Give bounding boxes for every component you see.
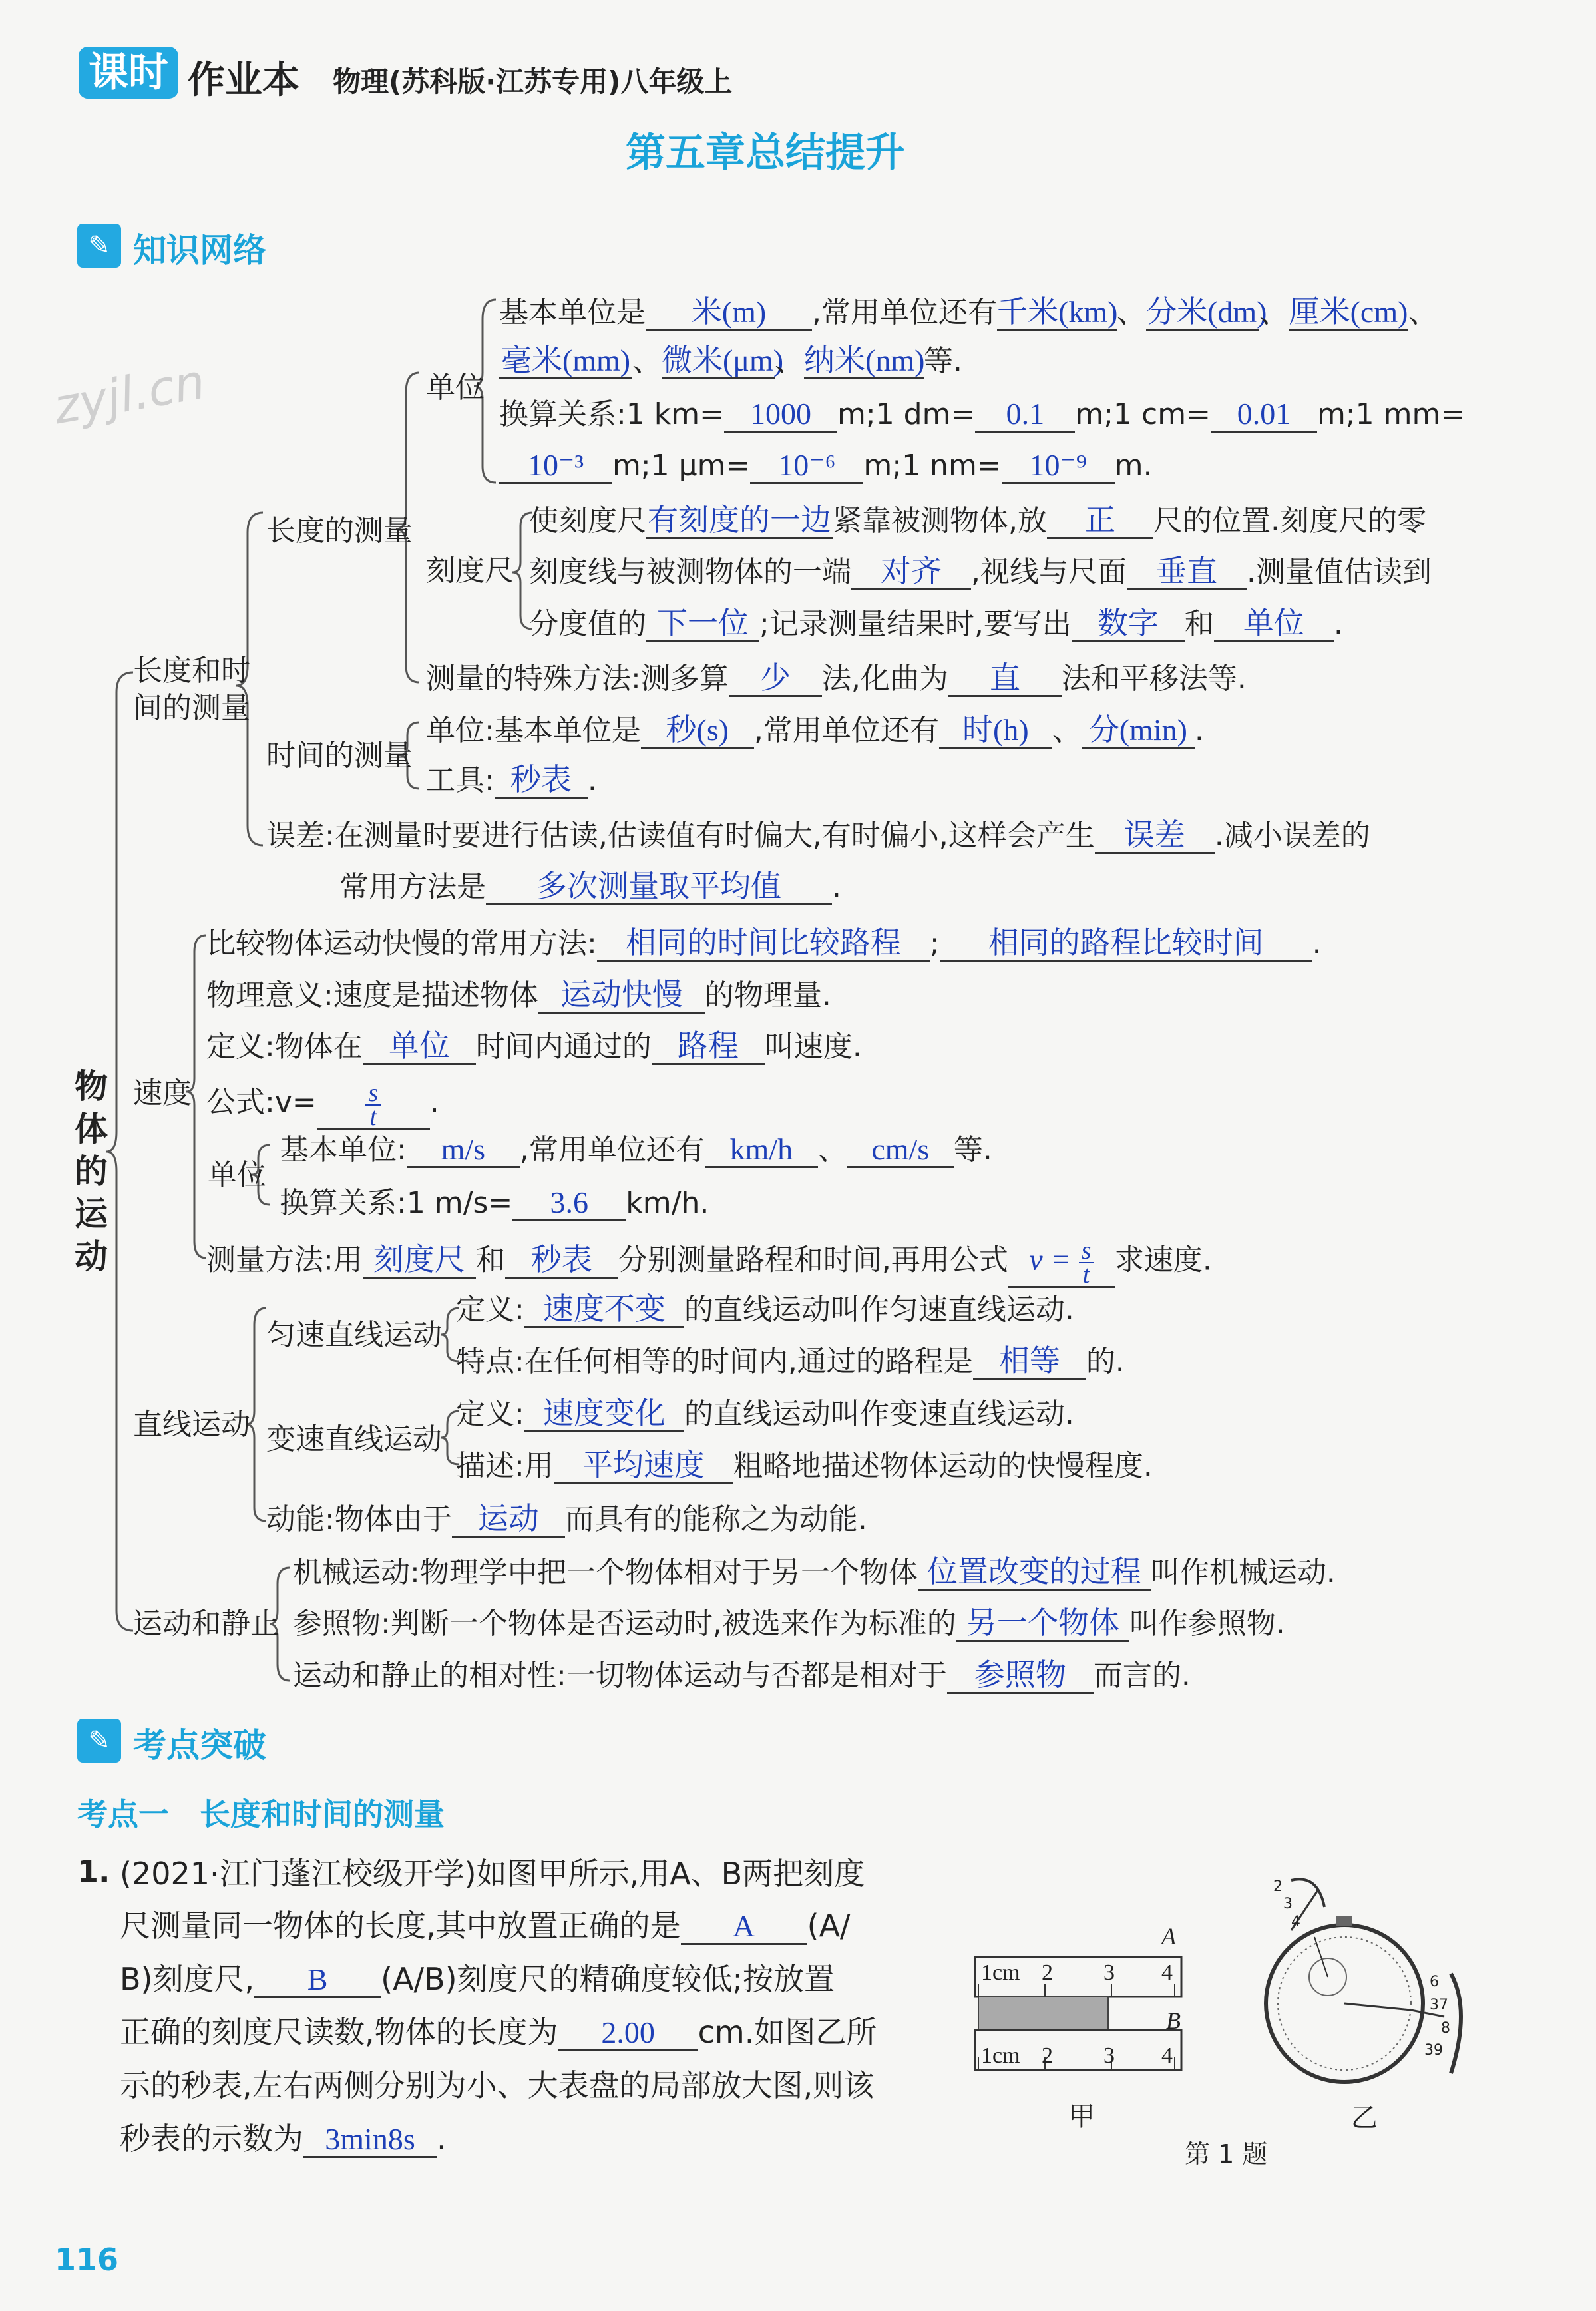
q1-line-1: (2021·江门蓬江校级开学)如图甲所示,用A、B两把刻度: [120, 1856, 865, 1892]
big-dial-digit-6: 6: [1430, 1974, 1439, 1990]
page-number: 116: [55, 2242, 119, 2278]
answer-blank: 单位: [1214, 607, 1334, 642]
small-dial-digit-4: 4: [1291, 1914, 1300, 1930]
answer-blank: 秒表: [495, 763, 588, 799]
big-dial-digit-8: 8: [1441, 2020, 1450, 2037]
small-dial-zoom: [1291, 1879, 1324, 1907]
speed-unit-line-1: 基本单位: m/s ,常用单位还有 km/h 、 cm/s 等.: [280, 1132, 992, 1167]
answer-blank: 下一位: [646, 607, 759, 642]
ruler-b-tick-4: 4: [1161, 2043, 1173, 2068]
answer-blank: 垂直: [1127, 555, 1247, 590]
answer-blank: 千米(km): [997, 296, 1117, 331]
answer-blank: 平均速度: [554, 1449, 733, 1484]
big-dial-digit-39: 39: [1424, 2042, 1443, 2059]
answer-blank: 10⁻⁹: [1002, 449, 1115, 484]
label-speed: 速度: [133, 1076, 192, 1110]
ruler-a-tick-4: 4: [1161, 1960, 1173, 1985]
ruler-b-tick-3: 3: [1103, 2043, 1115, 2068]
ruler-a-tick-3: 3: [1103, 1960, 1115, 1985]
speed-line-2: 物理意义:速度是描述物体 运动快慢 的物理量.: [206, 978, 831, 1012]
label-unit: 单位: [426, 371, 485, 405]
figure-caption: 第 1 题: [1185, 2139, 1268, 2169]
answer-blank: 3min8s: [303, 2123, 437, 2158]
answer-blank: 厘米(cm): [1289, 296, 1408, 331]
ruler-a-label: A: [1161, 1923, 1176, 1950]
answer-blank: 对齐: [851, 555, 971, 590]
watermark: zyjl.cn: [49, 353, 210, 435]
answer-blank: 3.6: [512, 1186, 626, 1221]
label-yi: 乙: [1351, 2103, 1378, 2133]
answer-blank: 微米(μm): [662, 344, 775, 379]
label-length-time: 长度和时间的测量: [133, 654, 250, 725]
big-dial-zoom: [1451, 1974, 1461, 2073]
page-title: 第五章总结提升: [626, 130, 905, 176]
unit-line-4: 10⁻³ m;1 μm= 10⁻⁶ m;1 nm= 10⁻⁹ m.: [499, 447, 1153, 485]
formula-fraction: $\frac{s}{t}$: [1079, 1239, 1094, 1286]
variable-line-2: 描述:用 平均速度 粗略地描述物体运动的快慢程度.: [456, 1448, 1153, 1483]
motion-line-2: 参照物:判断一个物体是否运动时,被选来作为标准的 另一个物体 叫作参照物.: [293, 1606, 1285, 1641]
unit-line-3: 换算关系:1 km= 1000 m;1 dm= 0.1 m;1 cm= 0.01 m;1 mm=: [499, 397, 1466, 431]
label-length: 长度的测量: [266, 514, 413, 548]
answer-blank: 10⁻³: [499, 449, 612, 484]
label-variable: 变速直线运动: [266, 1422, 442, 1456]
error-line-1: 误差:在测量时要进行估读,估读值有时偏大,有时偏小,这样会产生 误差 .减小误差的: [266, 818, 1370, 853]
label-linear: 直线运动: [133, 1408, 250, 1442]
book-title: 作业本: [188, 59, 299, 102]
answer-blank: 正: [1047, 504, 1153, 539]
second-hand: [1344, 2003, 1411, 2010]
question-number: 1.: [77, 1854, 110, 1890]
ruler-a-tick-2: 2: [1042, 1960, 1053, 1985]
kinetic-energy-line: 动能:物体由于 运动 而具有的能称之为动能.: [266, 1502, 867, 1536]
minute-hand: [1314, 1937, 1328, 1977]
motion-line-1: 机械运动:物理学中把一个物体相对于另一个物体 位置改变的过程 叫作机械运动.: [293, 1555, 1336, 1589]
stopwatch-crown: [1336, 1916, 1352, 1926]
speed-formula-line: 公式:v= $\frac{s}{t}$ .: [206, 1079, 439, 1131]
formula-blank: [317, 1079, 430, 1131]
answer-blank: 相同的路程比较时间: [940, 927, 1312, 962]
answer-blank: 少: [729, 662, 822, 697]
q1-line-2: 尺测量同一物体的长度,其中放置正确的是 A (A/: [120, 1908, 851, 1944]
q1-line-6: 秒表的示数为 3min8s .: [120, 2121, 447, 2157]
answer-blank: 毫米(mm): [499, 344, 632, 379]
answer-blank: 另一个物体: [956, 1607, 1129, 1642]
answer-blank: 运动快慢: [538, 978, 705, 1014]
answer-blank: 位置改变的过程: [918, 1556, 1151, 1591]
label-speed-unit: 单位: [208, 1158, 266, 1192]
uniform-line-1: 定义: 速度不变 的直线运动叫作匀速直线运动.: [456, 1292, 1074, 1327]
answer-blank: 1000: [724, 397, 837, 433]
speed-line-3: 定义:物体在 单位 时间内通过的 路程 叫速度.: [206, 1029, 862, 1064]
ruler-line-1: 使刻度尺有刻度的一边紧靠被测物体,放 正 尺的位置.刻度尺的零: [529, 503, 1426, 538]
label-uniform: 匀速直线运动: [266, 1318, 442, 1352]
answer-blank: 相同的时间比较路程: [597, 927, 930, 962]
section-exam-points: 考点突破: [133, 1726, 266, 1765]
time-line-1: 单位:基本单位是 秒(s) ,常用单位还有 时(h) 、 分(min) .: [426, 713, 1204, 747]
answer-blank: 单位: [363, 1030, 476, 1065]
answer-blank: 数字: [1072, 607, 1185, 642]
unit-line-1: 基本单位是 米(m) ,常用单位还有千米(km)、分米(dm)、厘米(cm)、: [499, 295, 1438, 329]
answer-blank: 分(min): [1082, 714, 1195, 749]
ruler-line-3: 分度值的 下一位 ;记录测量结果时,要写出 数字 和 单位 .: [529, 606, 1343, 641]
formula-blank: v = $\frac{s}{t}$: [1008, 1239, 1115, 1288]
small-dial-digit-3: 3: [1283, 1896, 1293, 1912]
answer-blank: 秒表: [505, 1243, 618, 1279]
ruler-b-tick-1cm: 1cm: [981, 2043, 1020, 2068]
answer-blank: 0.01: [1211, 397, 1317, 433]
answer-blank: 多次测量取平均值: [486, 870, 832, 905]
answer-blank: 速度变化: [524, 1397, 684, 1432]
answer-blank: 时(h): [939, 714, 1052, 749]
big-dial-digit-37: 37: [1430, 1997, 1448, 2013]
ruler-b-label: B: [1166, 2007, 1181, 2034]
section-knowledge-network: 知识网络: [133, 231, 266, 270]
answer-blank: 纳米(nm): [804, 344, 924, 379]
answer-blank: 参照物: [947, 1659, 1094, 1694]
speed-line-1: 比较物体运动快慢的常用方法: 相同的时间比较路程 ; 相同的路程比较时间 .: [206, 926, 1322, 960]
answer-blank: km/h: [705, 1133, 818, 1168]
bracket-root: [106, 672, 133, 1631]
uniform-line-2: 特点:在任何相等的时间内,通过的路程是 相等 的.: [456, 1344, 1125, 1378]
formula-fraction: $\frac{s}{t}$: [365, 1082, 381, 1128]
answer-blank: 有刻度的一边: [646, 504, 833, 539]
answer-blank: 2.00: [558, 2016, 698, 2051]
answer-blank: m/s: [407, 1133, 520, 1168]
answer-blank: 误差: [1095, 819, 1215, 854]
answer-blank: 刻度尺: [363, 1243, 476, 1279]
time-line-2: 工具: 秒表 .: [426, 763, 597, 797]
answer-blank: 秒(s): [641, 714, 754, 749]
answer-blank: 0.1: [975, 397, 1075, 433]
label-time: 时间的测量: [266, 739, 413, 773]
answer-blank: 米(m): [646, 296, 812, 331]
ruler-b-tick-2: 2: [1042, 2043, 1053, 2068]
answer-blank: A: [681, 1910, 807, 1945]
ruler-a-tick-1cm: 1cm: [981, 1960, 1020, 1985]
q1-line-4: 正确的刻度尺读数,物体的长度为 2.00 cm.如图乙所: [120, 2014, 877, 2050]
measured-object: [978, 1997, 1108, 2030]
answer-blank: 10⁻⁶: [750, 449, 863, 484]
logo: 课时: [79, 47, 178, 99]
answer-blank: 直: [948, 662, 1062, 697]
exam-points-icon: ✎: [77, 1719, 121, 1763]
ruler-line-2: 刻度线与被测物体的一端 对齐 ,视线与尺面 垂直 .测量值估读到: [529, 554, 1432, 589]
subject-title: 物理(苏科版·江苏专用)八年级上: [333, 65, 733, 98]
q1-line-5: 示的秒表,左右两侧分别为小、大表盘的局部放大图,则该: [120, 2067, 875, 2103]
unit-line-2: 毫米(mm)、微米(μm)、纳米(nm)等.: [499, 343, 962, 380]
motion-line-3: 运动和静止的相对性:一切物体运动与否都是相对于 参照物 而言的.: [293, 1658, 1191, 1693]
label-jia: 甲: [1068, 2101, 1095, 2132]
speed-unit-line-2: 换算关系:1 m/s= 3.6 km/h.: [280, 1185, 709, 1220]
topic-heading: 考点一 长度和时间的测量: [77, 1796, 445, 1832]
variable-line-1: 定义: 速度变化 的直线运动叫作变速直线运动.: [456, 1396, 1074, 1431]
knowledge-network-icon: ✎: [77, 224, 121, 268]
label-motion: 运动和静止: [133, 1607, 280, 1641]
answer-blank: 相等: [973, 1345, 1086, 1380]
small-dial-digit-2: 2: [1273, 1878, 1283, 1895]
label-ruler: 刻度尺: [426, 554, 514, 588]
answer-blank: 路程: [652, 1030, 765, 1065]
root-label: 物体的运动: [75, 1067, 108, 1276]
answer-blank: cm/s: [847, 1133, 954, 1168]
error-line-2: 常用方法是 多次测量取平均值 .: [339, 869, 841, 904]
answer-blank: B: [254, 1963, 381, 1998]
special-methods-line: 测量的特殊方法:测多算 少 法,化曲为 直 法和平移法等.: [426, 661, 1247, 696]
answer-blank: 速度不变: [524, 1293, 684, 1328]
speed-method-line: 测量方法:用 刻度尺 和 秒表 分别测量路程和时间,再用公式 v = $\frac{s}{t}$ 求速度.: [206, 1237, 1212, 1289]
answer-blank: 运动: [452, 1502, 565, 1538]
answer-blank: 分米(dm): [1146, 296, 1259, 331]
q1-line-3: B)刻度尺, B (A/B)刻度尺的精确度较低;按放置: [120, 1961, 835, 1997]
